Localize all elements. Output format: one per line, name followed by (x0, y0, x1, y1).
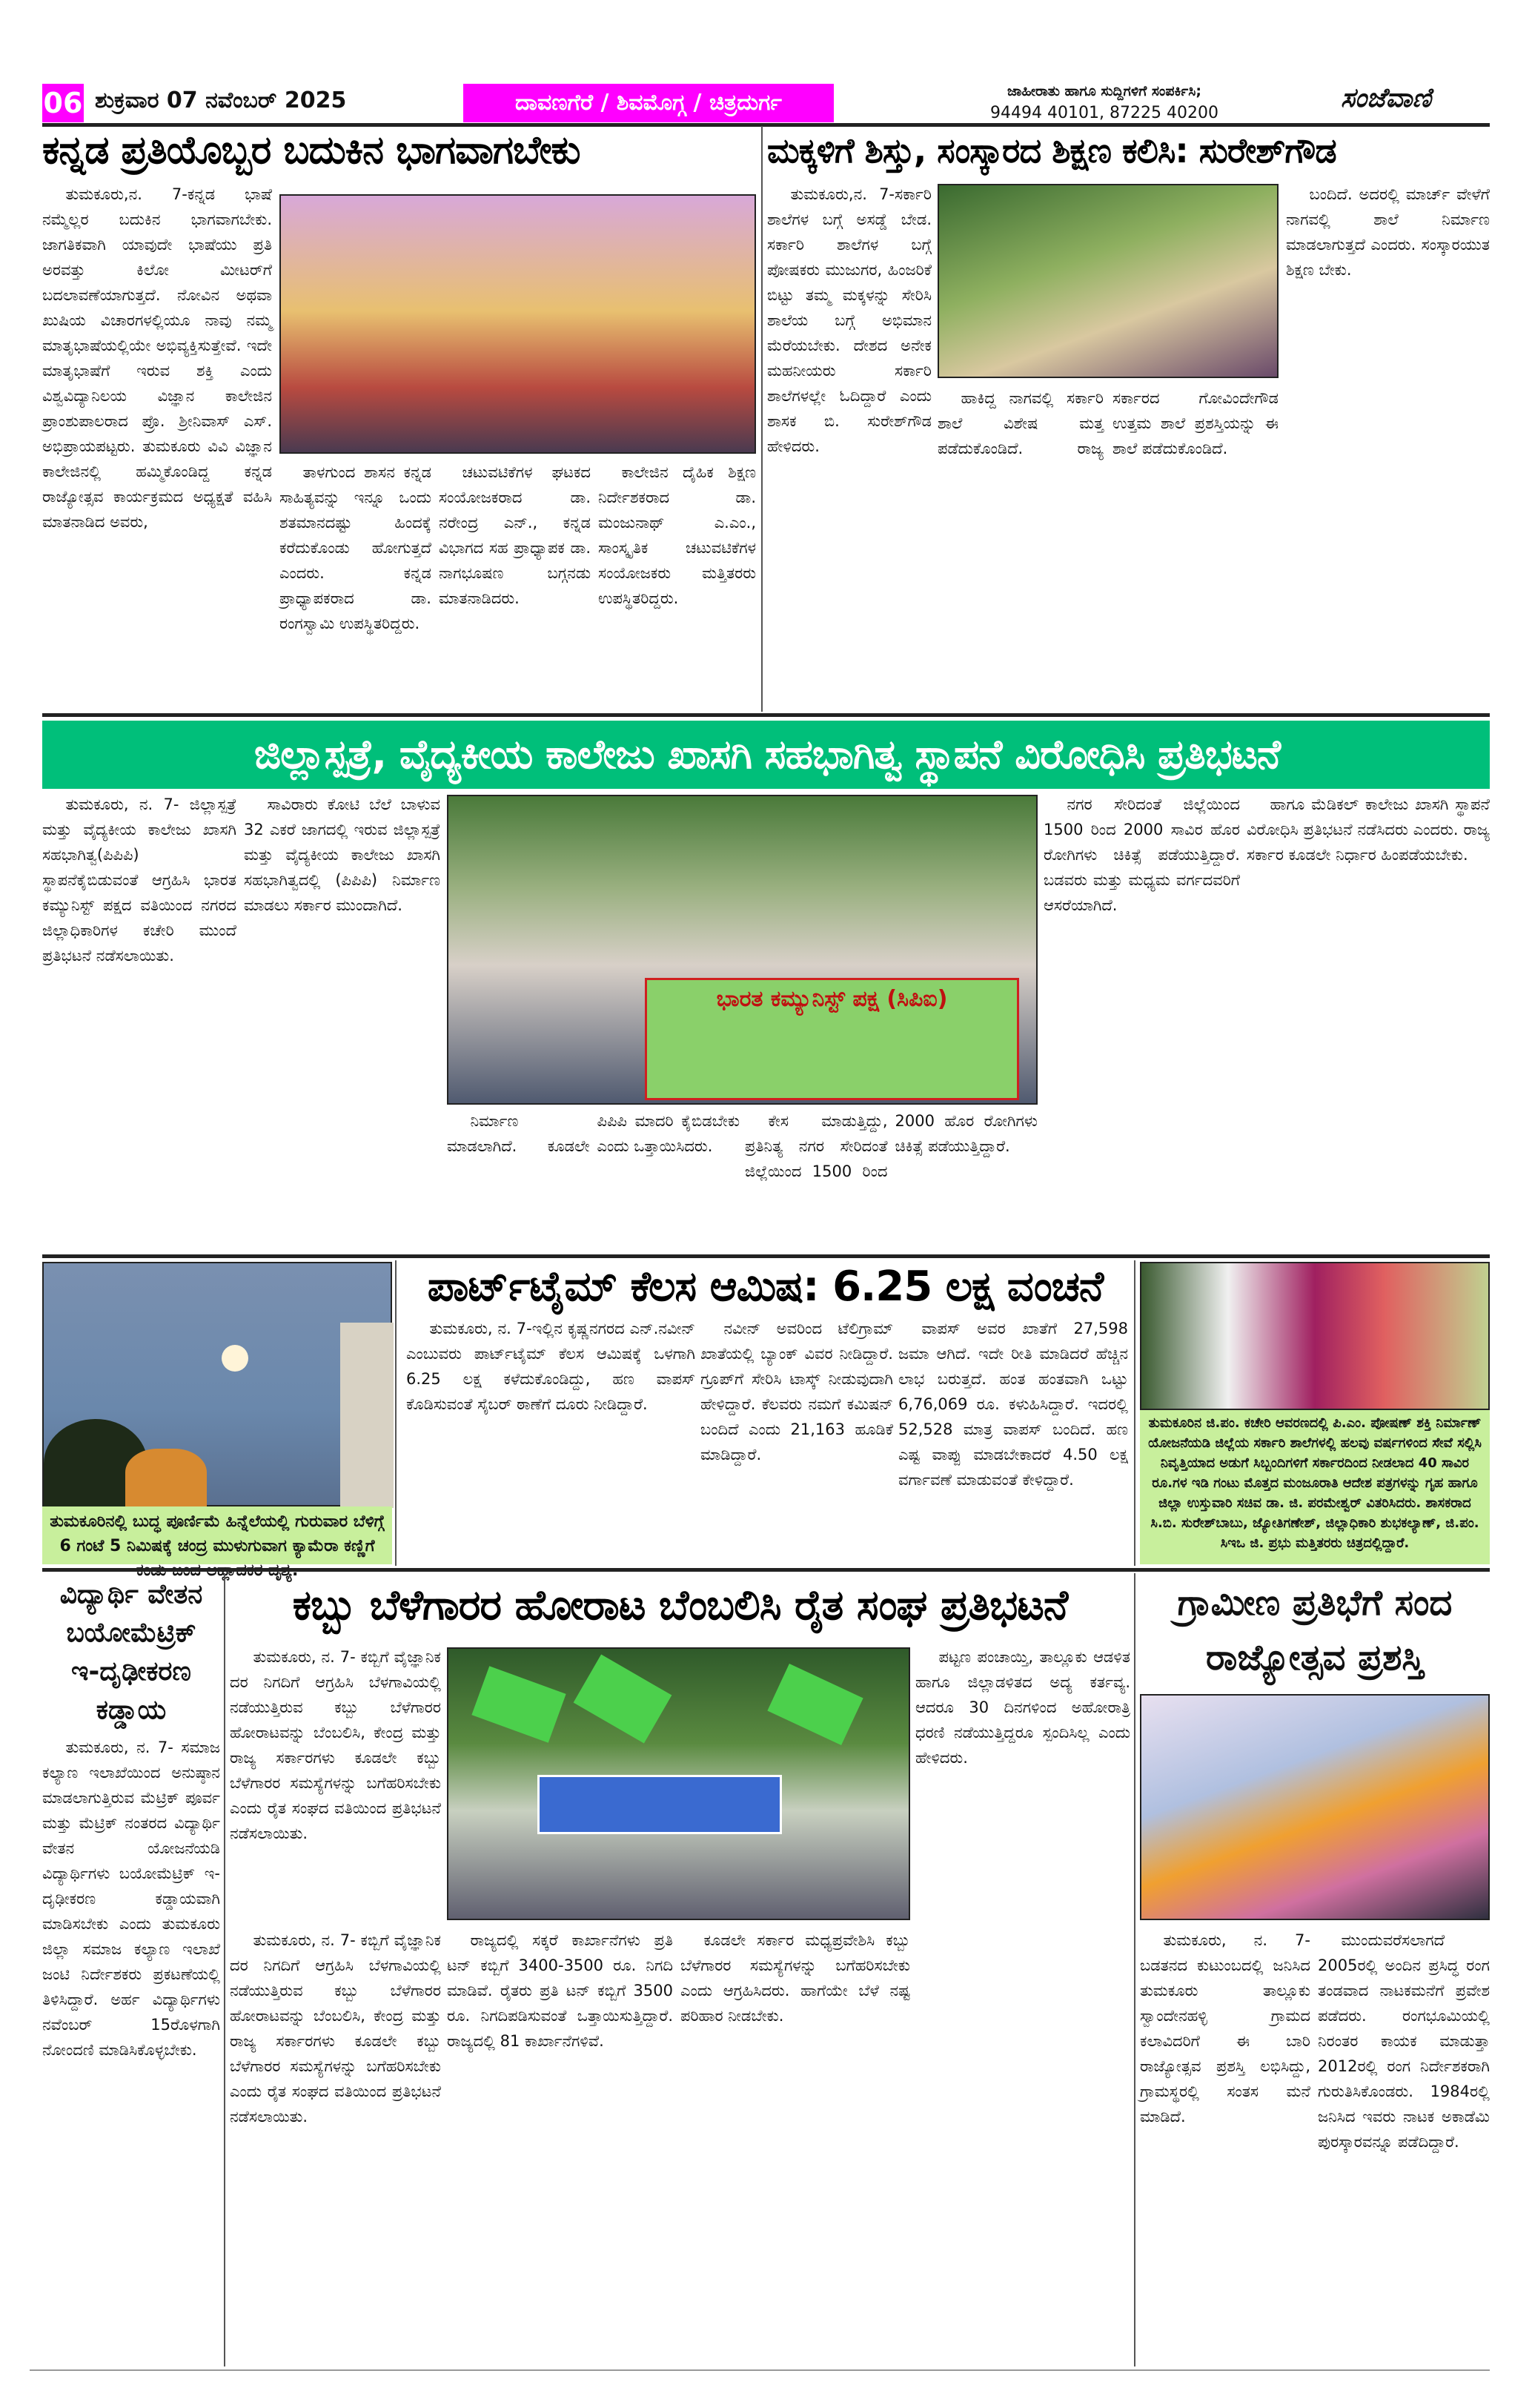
contact-numbers: 94494 40101, 87225 40200 (990, 104, 1218, 122)
section-rule (42, 1254, 1490, 1258)
section-rule (42, 713, 1490, 717)
krrs-flag (471, 1666, 566, 1742)
divider (1134, 1573, 1135, 2366)
headline-line: ಗ್ರಾಮೀಣ ಪ್ರತಿಭೆಗೆ ಸಂದ (1177, 1582, 1453, 1624)
section-rule (42, 1568, 1490, 1572)
masthead-logo: ಸಂಜೆವಾಣಿ (1340, 83, 1431, 113)
headline-line: ಕಡ್ಡಾಯ (96, 1695, 167, 1725)
bottom-rule (30, 2369, 1490, 2371)
header-rule (42, 123, 1490, 127)
photo-kannada-rajyotsava (279, 194, 756, 454)
article-text: ರಾಜ್ಯದಲ್ಲಿ ಸಕ್ಕರೆ ಕಾರ್ಖಾನೆಗಳು ಪ್ರತಿ ಟನ್ ಕಬ್ಬಿಗೆ 3400-3500 ರೂ. ನಿಗದಿ ಮಾಡಿವೆ. ರೈತರು ಪ್ರತಿ ಟನ್ ಕಬ್ಬಿಗೆ 3500 ರೂ. ನಿಗದಿಪಡಿಸುವಂತೆ ಒತ್ತಾಯಿಸುತ್ತಿದ್ದಾರೆ. ರಾಜ್ಯದಲ್ಲಿ 81 ಕಾರ್ಖಾನೆಗಳಿವೆ. (447, 1931, 673, 2050)
caption-moonset: ತುಮಕೂರಿನಲ್ಲಿ ಬುದ್ಧ ಪೂರ್ಣಿಮೆ ಹಿನ್ನೆಲೆಯಲ್ಲಿ ಗುರುವಾರ ಬೆಳಿಗ್ಗೆ 6 ಗಂಟೆ 5 ನಿಮಿಷಕ್ಕೆ ಚಂದ್ರ ಮುಳುಗುವಾಗ ಕ್ಯಾಮೆರಾ ಕಣ್ಣಿಗೆ (42, 1506, 392, 1564)
headline-line: ವಿದ್ಯಾರ್ಥಿ ವೇತನ (59, 1579, 203, 1610)
photo-school-event (938, 184, 1279, 378)
headline-award (1140, 1575, 1490, 1685)
article-text: ತುಮಕೂರು,ನ. 7-ಸರ್ಕಾರಿ ಶಾಲೆಗಳ ಬಗ್ಗೆ ಅಸಡ್ಡೆ ಬೇಡ. ಸರ್ಕಾರಿ ಶಾಲೆಗಳ ಬಗ್ಗೆ ಪೋಷಕರು ಮುಜುಗರ, ಹಿಂಜರಿಕೆ ಬಿಟ್ಟು ತಮ್ಮ ಮಕ್ಕಳನ್ನು ಸೇರಿಸಿ ಶಾಲೆಯ ಬಗ್ಗೆ ಅಭಿಮಾನ ಮೆರೆಯಬೇಕು. ದೇಶದ ಅನೇಕ ಮಹನೀಯರು ಸರ್ಕಾರಿ ಶಾಲೆಗಳಲ್ಲೇ ಓದಿದ್ದಾರೆ ಎಂದು ಶಾಸಕ ಬಿ. ಸುರೇಶ್‌ಗೌಡ ಹೇಳಿದರು. (767, 185, 932, 455)
article-text: ನವೀನ್ ಅವರಿಂದ ಟೆಲಿಗ್ರಾಮ್ ಖಾತೆಯಲ್ಲಿ ಬ್ಯಾಂಕ್ ವಿವರ ನೀಡಿದ್ದಾರೆ. ಗ್ರೂಪ್‌ಗೆ ಸೇರಿಸಿ ಟಾಸ್ಕ್ ನೀಡುವುದಾಗಿ ಹೇಳಿದ್ದಾರೆ. ಕೆಲವರು ನಮಗೆ ಕಮಿಷನ್ ಬಂದಿದೆ ಎಂದು 21,163 ಹೂಡಿಕೆ ಮಾಡಿದ್ದಾರೆ. (700, 1320, 893, 1463)
divider (224, 1573, 225, 2366)
article-text: ಬಂದಿದೆ. ಅದರಲ್ಲಿ ಮಾರ್ಚ್ ವೇಳೆಗೆ ನಾಗವಲ್ಲಿ ಶಾಲೆ ನಿರ್ಮಾಣ ಮಾಡಲಾಗುತ್ತದೆ ಎಂದರು. ಸಂಸ್ಕಾರಯುತ ಶಿಕ್ಷಣ ಬೇಕು. (1286, 185, 1490, 279)
headline-schools: ಮಕ್ಕಳಿಗೆ ಶಿಸ್ತು, ಸಂಸ್ಕಾರದ ಶಿಕ್ಷಣ ಕಲಿಸಿ: ಸುರೇಶ್‌ಗೌಡ (767, 130, 1336, 171)
building (340, 1323, 394, 1508)
article-text: ತುಮಕೂರು, ನ. 7- ಜಿಲ್ಲಾಸ್ಪತ್ರೆ ಮತ್ತು ವೈದ್ಯಕೀಯ ಕಾಲೇಜು ಖಾಸಗಿ ಸಹಭಾಗಿತ್ವ(ಪಿಪಿಪಿ) ಸ್ಥಾಪನೆಕೈಬಿಡುವಂತೆ ಆಗ್ರಹಿಸಿ ಭಾರತ ಕಮ್ಯುನಿಸ್ಟ್ ಪಕ್ಷದ ವತಿಯಿಂದ ನಗರದ ಜಿಲ್ಲಾಧಿಕಾರಿಗಳ ಕಚೇರಿ ಮುಂದೆ ಪ್ರತಿಭಟನೆ ನಡೆಸಲಾಯಿತು. (42, 796, 236, 965)
article-text: ಹಾಕಿದ್ದ ನಾಗವಲ್ಲಿ ಸರ್ಕಾರಿ ಶಾಲೆ ವಿಶೇಷ ಮತ್ತ ಪಡೆದುಕೊಂಡಿದೆ. ರಾಜ್ಯ ಸರ್ಕಾರದ ಗೋವಿಂದೇಗೌಡ ಉತ್ತಮ ಶಾಲೆ ಪ್ರಶಸ್ತಿಯನ್ನು ಈ ಶಾಲೆ ಪಡೆದುಕೊಂಡಿದೆ. (938, 389, 1279, 457)
photo-cpi-protest (447, 795, 1038, 1105)
divider (1134, 1260, 1135, 1566)
article-text: ತುಮಕೂರು, ನ. 7- ಬಡತನದ ಕುಟುಂಬದಲ್ಲಿ ಜನಿಸಿದ ತುಮಕೂರು ತಾಲ್ಲೂಕು ಸ್ವಾಂದೇನಹಳ್ಳಿ ಗ್ರಾಮದ ಕಲಾವಿದರಿಗೆ ಈ ಬಾರಿ ರಾಜ್ಯೋತ್ಸವ ಪ್ರಶಸ್ತಿ ಲಭಿಸಿದ್ದು, ಗ್ರಾಮಸ್ಥರಲ್ಲಿ ಸಂತಸ ಮನೆ ಮಾಡಿದೆ. (1140, 1931, 1310, 2126)
photo-poshan-event (1140, 1262, 1490, 1410)
article-text: ಕೂಡಲೇ ಸರ್ಕಾರ ಮಧ್ಯಪ್ರವೇಶಿಸಿ ಕಬ್ಬು ಬೆಳೆಗಾರರ ಸಮಸ್ಯೆಗಳನ್ನು ಬಗೆಹರಿಸಬೇಕು ಎಂದು ಆಗ್ರಹಿಸಿದರು. ಹಾಗೆಯೇ ಬೆಳೆ ನಷ್ಟ ಪರಿಹಾರ ನೀಡಬೇಕು. (680, 1931, 910, 2025)
photo-farmers-protest (447, 1647, 910, 1920)
article-text: ವಾಪಸ್ ಅವರ ಖಾತೆಗೆ 27,598 ಜಮಾ ಆಗಿದೆ. ಇದೇ ರೀತಿ ಮಾಡಿದರೆ ಹೆಚ್ಚಿನ ಲಾಭ ಬರುತ್ತದೆ. ಹಂತ ಹಂತವಾಗಿ ಒಟ್ಟು 6,76,069 ರೂ. ಕಳುಹಿಸಿದ್ದಾರೆ. ಇದರಲ್ಲಿ 52,528 ಮಾತ್ರ ವಾಪಸ್ ಬಂದಿದೆ. ಹಣ ಎಷ್ಟ ವಾಪ್ಪು ಮಾಡಬೇಕಾದರೆ 4.50 ಲಕ್ಷ ವರ್ಗಾವಣೆ ಮಾಡುವಂತೆ ಕೇಳಿದ್ದಾರೆ. (898, 1320, 1128, 1489)
article-text: ತುಮಕೂರು, ನ. 7-ಇಲ್ಲಿನ ಕೃಷ್ಣನಗರದ ಎನ್.ನವೀನ್ ಎಂಬುವರು ಪಾರ್ಟ್‌ಟೈಮ್ ಕೆಲಸ ಆಮಿಷಕ್ಕೆ ಒಳಗಾಗಿ 6.25 ಲಕ್ಷ ಕಳೆದುಕೊಂಡಿದ್ದು, ಹಣ ವಾಪಸ್ ಕೊಡಿಸುವಂತೆ ಸೈಬರ್ ಠಾಣೆಗೆ ದೂರು ನೀಡಿದ್ದಾರೆ. (406, 1320, 695, 1413)
headline-line: ಇ-ದೃಢೀಕರಣ (71, 1656, 191, 1687)
krrs-flag (574, 1655, 672, 1744)
article-text: ಪಟ್ಟಣ ಪಂಚಾಯ್ತಿ, ತಾಲ್ಲೂಕು ಆಡಳಿತ ಹಾಗೂ ಜಿಲ್ಲಾಡಳಿತದ ಅದ್ಯ ಕರ್ತವ್ಯ. ಆದರೂ 30 ದಿನಗಳಿಂದ ಅಹೋರಾತ್ರಿ ಧರಣಿ ನಡೆಯುತ್ತಿದ್ದರೂ ಸ್ಪಂದಿಸಿಲ್ಲ ಎಂದು ಹೇಳಿದರು. (915, 1648, 1130, 1767)
page-number: 06 (42, 84, 84, 122)
article-text: ತಾಳಗುಂದ ಶಾಸನ ಕನ್ನಡ ಸಾಹಿತ್ಯವನ್ನು ಇನ್ನೂ ಒಂದು ಶತಮಾನದಷ್ಟು ಹಿಂದಕ್ಕೆ ಕರೆದುಕೊಂಡು ಹೋಗುತ್ತದೆ ಎಂದರು. ಕನ್ನಡ ಪ್ರಾಧ್ಯಾಪಕರಾದ ಡಾ. ರಂಗಸ್ವಾಮಿ ಉಪಸ್ಥಿತರಿದ್ದರು. (279, 463, 431, 632)
article-text: ಚಟುವಟಿಕೆಗಳ ಘಟಕದ ಸಂಯೋಜಕರಾದ ಡಾ. ನರೇಂದ್ರ ಎನ್., ಕನ್ನಡ ವಿಭಾಗದ ಸಹ ಪ್ರಾಧ್ಯಾಪಕ ಡಾ. ನಾಗಭೂಷಣ ಬಗ್ಗನಡು ಮಾತನಾಡಿದರು. (439, 463, 591, 607)
cpi-banner (645, 978, 1019, 1100)
article-text: ಹಾಗೂ ಮೆಡಿಕಲ್ ಕಾಲೇಜು ಖಾಸಗಿ ಸ್ಥಾಪನೆ ವಿರೋಧಿಸಿ ಪ್ರತಿಭಟನೆ ನಡೆಸಿದರು ಎಂದರು. ರಾಜ್ಯ ಸರ್ಕಾರ ಕೂಡಲೇ ನಿರ್ಧಾರ ಹಿಂಪಡೆಯಬೇಕು. (1247, 796, 1490, 864)
issue-date: ಶುಕ್ರವಾರ 07 ನವೆಂಬರ್ 2025 (95, 87, 347, 113)
headline-hospital: ಜಿಲ್ಲಾಸ್ಪತ್ರೆ, ವೈದ್ಯಕೀಯ ಕಾಲೇಜು ಖಾಸಗಿ ಸಹಭಾಗಿತ್ವ ಸ್ಥಾಪನೆ ವಿರೋಧಿಸಿ ಪ್ರತಿಭಟನೆ (253, 731, 1281, 778)
caption-poshan: ತುಮಕೂರಿನ ಜಿ.ಪಂ. ಕಚೇರಿ ಆವರಣದಲ್ಲಿ ಪಿ.ಎಂ. ಪೋಷಣ್ ಶಕ್ತಿ ನಿರ್ಮಾಣ್ ಯೋಜನೆಯಡಿ ಜಿಲ್ಲೆಯ ಸರ್ಕಾರಿ ಶಾಲೆಗಳಲ್ಲಿ ಹಲವು ವರ್ಷಗಳಿಂದ ಸೇವೆ ಸಲ್ಲಿಸಿ ನಿವೃತ್ತಿಯಾದ ಅಡುಗೆ ಸಿಬ್ಬಂದಿಗಳಿಗೆ ಸರ್ಕಾರದಿಂದ ನೀಡಲಾದ 40 ಸಾವಿರ ರೂ.ಗಳ ಇಡಿ ಗಂಟು ಮೊತ್ತದ ಮಂಜೂರಾತಿ ಆದೇಶ ಪತ್ರಗಳನ್ನು ಗೃಹ ಹಾಗೂ ಜಿಲ್ಲಾ ಉಸ್ತುವಾರಿ ಸಚಿವ ಡಾ. ಜಿ. ಪರಮೇಶ್ವರ್ ವಿತರಿಸಿದರು. ಶಾಸಕರಾದ ಸಿ.ಬಿ. ಸುರೇಶ್‌ಬಾಬು, ಜ್ಯೋತಿಗಣೇಶ್, ಜಿಲ್ಲಾಧಿಕಾರಿ ಶುಭಕಲ್ಯಾಣ್, ಜಿ.ಪಂ. ಸಿಇಒ ಜಿ. ಪ್ರಭು ಮತ್ತಿತರರು ಚಿತ್ರದಲ್ಲಿದ್ದಾರೆ. (1140, 1410, 1490, 1564)
article-text: ತುಮಕೂರು, ನ. 7- ಕಬ್ಬಿಗೆ ವೈಜ್ಞಾನಿಕ ದರ ನಿಗದಿಗೆ ಆಗ್ರಹಿಸಿ ಬೆಳಗಾವಿಯಲ್ಲಿ ನಡೆಯುತ್ತಿರುವ ಕಬ್ಬು ಬೆಳೆಗಾರರ ಹೋರಾಟವನ್ನು ಬೆಂಬಲಿಸಿ, ಕೇಂದ್ರ ಮತ್ತು ರಾಜ್ಯ ಸರ್ಕಾರಗಳು ಕೂಡಲೇ ಕಬ್ಬು ಬೆಳೆಗಾರರ ಸಮಸ್ಯೆಗಳನ್ನು ಬಗೆಹರಿಸಬೇಕು ಎಂದು ರೈತ ಸಂಘದ ವತಿಯಿಂದ ಪ್ರತಿಭಟನೆ ನಡೆಸಲಾಯಿತು. (230, 1648, 441, 1842)
edition-banner: ದಾವಣಗೆರೆ / ಶಿವಮೊಗ್ಗ / ಚಿತ್ರದುರ್ಗ (463, 84, 834, 122)
photo-award-ceremony (1140, 1694, 1490, 1920)
water-tank (125, 1449, 207, 1508)
headline-fraud: ಪಾರ್ಟ್‌ಟೈಮ್ ಕೆಲಸ ಆಮಿಷ: 6.25 ಲಕ್ಷ ವಂಚನೆ (427, 1263, 1104, 1311)
article-text: ತುಮಕೂರು,ನ. 7-ಕನ್ನಡ ಭಾಷೆ ನಮ್ಮೆಲ್ಲರ ಬದುಕಿನ ಭಾಗವಾಗಬೇಕು. ಜಾಗತಿಕವಾಗಿ ಯಾವುದೇ ಭಾಷೆಯು ಪ್ರತಿ ಅರವತ್ತು ಕಿಲೋ ಮೀಟರ್‌ಗೆ ಬದಲಾವಣೆಯಾಗುತ್ತದೆ. ನೋವಿನ ಅಥವಾ ಖುಷಿಯ ವಿಚಾರಗಳಲ್ಲಿಯೂ ನಾವು ನಮ್ಮ ಮಾತೃಭಾಷೆಯಲ್ಲಿಯೇ ಅಭಿವ್ಯಕ್ತಿಸುತ್ತೇವೆ. ಇದೇ ಮಾತೃಭಾಷೆಗೆ ಇರುವ ಶಕ್ತಿ ಎಂದು ವಿಶ್ವವಿದ್ಯಾನಿಲಯ ವಿಜ್ಞಾನ ಕಾಲೇಜಿನ ಪ್ರಾಂಶುಪಾಲರಾದ ಪ್ರೊ. ಶ್ರೀನಿವಾಸ್ ಎಸ್. ಅಭಿಪ್ರಾಯಪಟ್ಟರು. ತುಮಕೂರು ವಿವಿ ವಿಜ್ಞಾನ ಕಾಲೇಜಿನಲ್ಲಿ ಹಮ್ಮಿಕೊಂಡಿದ್ದ ಕನ್ನಡ ರಾಜ್ಯೋತ್ಸವ ಕಾರ್ಯಕ್ರಮದ ಅಧ್ಯಕ್ಷತೆ ವಹಿಸಿ ಮಾತನಾಡಿದ ಅವರು, (42, 185, 272, 531)
article-text: ಕಾಲೇಜಿನ ದೈಹಿಕ ಶಿಕ್ಷಣ ನಿರ್ದೇಶಕರಾದ ಡಾ. ಮಂಜುನಾಥ್ ಎ.ಎಂ., ಸಾಂಸ್ಕೃತಿಕ ಚಟುವಟಿಕೆಗಳ ಸಂಯೋಜಕರು ಮತ್ತಿತರರು ಉಪಸ್ಥಿತರಿದ್ದರು. (598, 463, 756, 607)
krrs-flag (767, 1664, 863, 1745)
headline-line: ರಾಜ್ಯೋತ್ಸವ ಪ್ರಶಸ್ತಿ (1206, 1637, 1424, 1678)
moon (222, 1345, 248, 1372)
headline-scholarship (42, 1575, 220, 1730)
article-text: ಸಾವಿರಾರು ಕೋಟಿ ಬೆಲೆ ಬಾಳುವ 32 ಎಕರೆ ಜಾಗದಲ್ಲಿ ಇರುವ ಜಿಲ್ಲಾಸ್ಪತ್ರೆ ಮತ್ತು ವೈದ್ಯಕೀಯ ಕಾಲೇಜು ಖಾಸಗಿ ಸಹಭಾಗಿತ್ವದಲ್ಲಿ (ಪಿಪಿಪಿ) ನಿರ್ಮಾಣ ಮಾಡಲು ಸರ್ಕಾರ ಮುಂದಾಗಿದೆ. (244, 796, 440, 914)
protest-banner (537, 1775, 782, 1834)
headline-line: ಬಯೋಮೆಟ್ರಿಕ್ (66, 1618, 196, 1648)
article-text: ನಗರ ಸೇರಿದಂತೆ ಜಿಲ್ಲೆಯಿಂದ 1500 ರಿಂದ 2000 ಸಾವಿರ ಹೊರ ರೋಗಿಗಳು ಚಿಕಿತ್ಸೆ ಪಡೆಯುತ್ತಿದ್ದಾರೆ. ಬಡವರು ಮತ್ತು ಮಧ್ಯಮ ವರ್ಗದವರಿಗೆ ಆಸರೆಯಾಗಿದೆ. (1044, 796, 1240, 914)
divider (395, 1260, 397, 1566)
article-text: ತುಮಕೂರು, ನ. 7- ಕಬ್ಬಿಗೆ ವೈಜ್ಞಾನಿಕ ದರ ನಿಗದಿಗೆ ಆಗ್ರಹಿಸಿ ಬೆಳಗಾವಿಯಲ್ಲಿ ನಡೆಯುತ್ತಿರುವ ಕಬ್ಬು ಬೆಳೆಗಾರರ ಹೋರಾಟವನ್ನು ಬೆಂಬಲಿಸಿ, ಕೇಂದ್ರ ಮತ್ತು ರಾಜ್ಯ ಸರ್ಕಾರಗಳು ಕೂಡಲೇ ಕಬ್ಬು ಬೆಳೆಗಾರರ ಸಮಸ್ಯೆಗಳನ್ನು ಬಗೆಹರಿಸಬೇಕು ಎಂದು ರೈತ ಸಂಘದ ವತಿಯಿಂದ ಪ್ರತಿಭಟನೆ ನಡೆಸಲಾಯಿತು. (230, 1931, 441, 2126)
photo-moonset (42, 1262, 392, 1506)
headline-kannada: ಕನ್ನಡ ಪ್ರತಿಯೊಬ್ಬರ ಬದುಕಿನ ಭಾಗವಾಗಬೇಕು (42, 128, 580, 173)
contact-label: ಜಾಹೀರಾತು ಹಾಗೂ ಸುದ್ದಿಗಳಿಗೆ ಸಂಪರ್ಕಿಸಿ; (1007, 83, 1201, 99)
article-text: ನಿರ್ಮಾಣ ಮಾಡಲಾಗಿದೆ. ಕೂಡಲೇ ಪಿಪಿಪಿ ಮಾದರಿ ಕೈಬಿಡಬೇಕು ಎಂದು ಒತ್ತಾಯಿಸಿದರು. (447, 1112, 740, 1155)
cpi-banner-text: ಭಾರತ ಕಮ್ಯುನಿಸ್ಟ್ ಪಕ್ಷ (ಸಿಪಿಐ) (716, 986, 948, 1012)
article-text: ಮುಂದುವರೆಸಲಾಗದೆ 2005ರಲ್ಲಿ ಅಂದಿನ ಪ್ರಸಿದ್ಧ ರಂಗ ತಂಡವಾದ ನಾಟಕಮನೆಗೆ ಪ್ರವೇಶ ಪಡೆದರು. ರಂಗಭೂಮಿಯಲ್ಲಿ ನಿರಂತರ ಕಾಯಕ ಮಾಡುತ್ತಾ 2012ರಲ್ಲಿ ರಂಗ ನಿರ್ದೇಶಕರಾಗಿ ಗುರುತಿಸಿಕೊಂಡರು. 1984ರಲ್ಲಿ ಜನಿಸಿದ ಇವರು ನಾಟಕ ಅಕಾಡೆಮಿ ಪುರಸ್ಕಾರವನ್ನೂ ಪಡೆದಿದ್ದಾರೆ. (1318, 1931, 1490, 2151)
article-text: ಕೇಸ ಮಾಡುತ್ತಿದ್ದು, ಪ್ರತಿನಿತ್ಯ ನಗರ ಸೇರಿದಂತೆ ಜಿಲ್ಲೆಯಿಂದ 1500 ರಿಂದ 2000 ಹೊರ ರೋಗಿಗಳು ಚಿಕಿತ್ಸೆ ಪಡೆಯುತ್ತಿದ್ದಾರೆ. (745, 1112, 1038, 1180)
headline-sugarcane: ಕಬ್ಬು ಬೆಳೆಗಾರರ ಹೋರಾಟ ಬೆಂಬಲಿಸಿ ರೈತ ಸಂಘ ಪ್ರತಿಭಟನೆ (292, 1581, 1068, 1630)
article-text: ತುಮಕೂರು, ನ. 7- ಸಮಾಜ ಕಲ್ಯಾಣ ಇಲಾಖೆಯಿಂದ ಅನುಷ್ಠಾನ ಮಾಡಲಾಗುತ್ತಿರುವ ಮೆಟ್ರಿಕ್ ಪೂರ್ವ ಮತ್ತು ಮೆಟ್ರಿಕ್ ನಂತರದ ವಿದ್ಯಾರ್ಥಿ ವೇತನ ಯೋಜನೆಯಡಿ ವಿದ್ಯಾರ್ಥಿಗಳು ಬಯೋಮೆಟ್ರಿಕ್ ಇ-ದೃಢೀಕರಣ ಕಡ್ಡಾಯವಾಗಿ ಮಾಡಿಸಬೇಕು ಎಂದು ತುಮಕೂರು ಜಿಲ್ಲಾ ಸಮಾಜ ಕಲ್ಯಾಣ ಇಲಾಖೆ ಜಂಟಿ ನಿರ್ದೇಶಕರು ಪ್ರಕಟಣೆಯಲ್ಲಿ ತಿಳಿಸಿದ್ದಾರೆ. ಅರ್ಹ ವಿದ್ಯಾರ್ಥಿಗಳು ನವೆಂಬರ್ 15ರೊಳಗಾಗಿ ನೋಂದಣಿ ಮಾಡಿಸಿಕೊಳ್ಳಬೇಕು. (42, 1739, 220, 2059)
divider (761, 126, 763, 712)
